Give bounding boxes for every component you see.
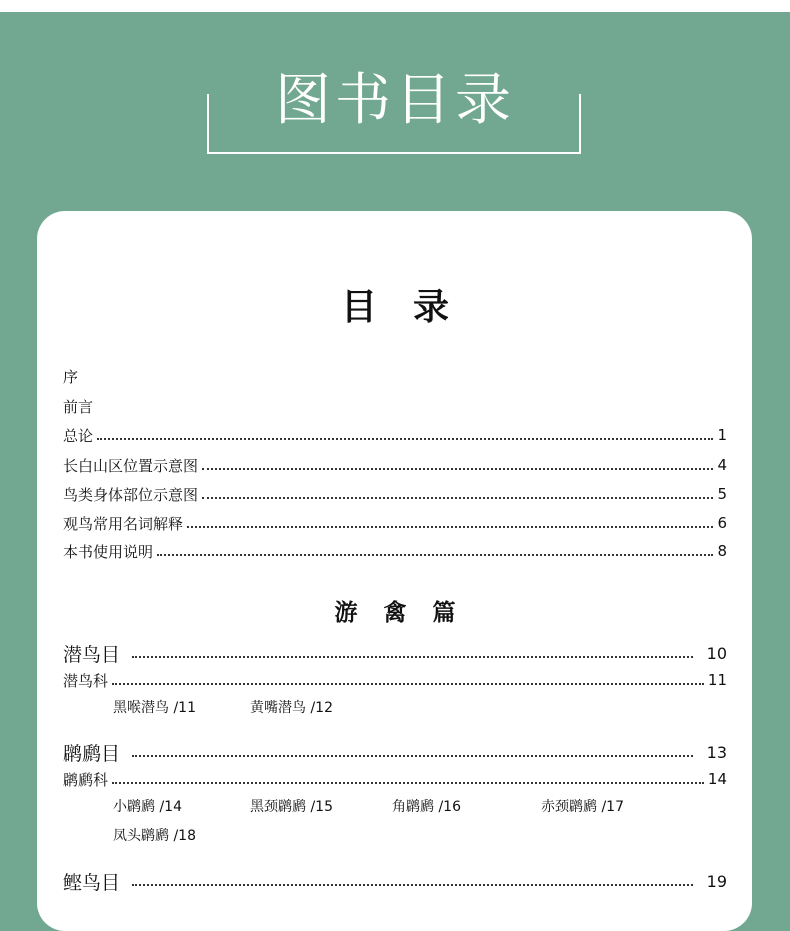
toc-entry-page: 6 xyxy=(717,514,727,532)
order-page: 10 xyxy=(706,643,727,663)
toc-entry-label: 长白山区位置示意图 xyxy=(63,456,199,475)
toc-family-entry[interactable] xyxy=(63,669,727,691)
toc-entry[interactable] xyxy=(63,396,727,418)
leader-dots xyxy=(202,468,713,470)
family-name: 䴙䴘科 xyxy=(63,770,109,789)
toc-entry-label: 观鸟常用名词解释 xyxy=(63,514,184,533)
order-name: 潜鸟目 xyxy=(63,643,121,666)
species-entry[interactable]: 凤头䴙䴘 /18 xyxy=(113,828,196,844)
leader-dots xyxy=(202,497,713,499)
toc-entry-page: 1 xyxy=(717,426,727,444)
toc-entry-label: 序 xyxy=(63,368,79,386)
page-title: 目 录 xyxy=(340,286,449,328)
leader-dots xyxy=(157,554,713,556)
top-strip xyxy=(0,0,790,12)
family-page: 14 xyxy=(707,770,727,788)
leader-dots xyxy=(132,656,693,658)
toc-entry-page: 8 xyxy=(717,542,727,560)
section-title: 游 禽 篇 xyxy=(334,600,456,626)
leader-dots xyxy=(97,438,713,440)
banner-title: 图书目录 xyxy=(262,68,528,134)
toc-entry[interactable] xyxy=(63,483,727,505)
species-entry[interactable]: 黄嘴潜鸟 /12 xyxy=(250,700,333,716)
toc-entry-label: 本书使用说明 xyxy=(63,542,154,561)
toc-entry-page: 5 xyxy=(717,485,727,503)
order-name: 䴙䴘目 xyxy=(63,742,121,765)
species-entry[interactable]: 赤颈䴙䴘 /17 xyxy=(541,799,624,815)
toc-order-entry[interactable] xyxy=(63,739,727,765)
toc-order-entry[interactable] xyxy=(63,640,727,666)
order-page: 19 xyxy=(706,871,727,891)
toc-entry[interactable] xyxy=(63,540,727,562)
leader-dots xyxy=(112,683,704,685)
species-entry[interactable]: 小䴙䴘 /14 xyxy=(113,799,182,815)
species-entry[interactable]: 角䴙䴘 /16 xyxy=(392,799,461,815)
toc-entry[interactable] xyxy=(63,454,727,476)
species-entry[interactable]: 黑喉潜鸟 /11 xyxy=(113,700,196,716)
toc-entry[interactable] xyxy=(63,512,727,534)
order-name: 鲣鸟目 xyxy=(63,871,121,894)
toc-entry-label: 鸟类身体部位示意图 xyxy=(63,485,199,504)
leader-dots xyxy=(187,526,713,528)
leader-dots xyxy=(132,884,693,886)
toc-family-entry[interactable] xyxy=(63,768,727,790)
leader-dots xyxy=(132,755,693,757)
toc-entry-label: 总论 xyxy=(63,426,94,445)
family-name: 潜鸟科 xyxy=(63,671,109,690)
family-page: 11 xyxy=(707,671,727,689)
toc-order-entry[interactable] xyxy=(63,868,727,894)
toc-entry-page: 4 xyxy=(717,456,727,474)
toc-entry[interactable] xyxy=(63,366,727,388)
species-entry[interactable]: 黑颈䴙䴘 /15 xyxy=(250,799,333,815)
toc-entry[interactable] xyxy=(63,424,727,446)
toc-entry-label: 前言 xyxy=(63,398,94,416)
order-page: 13 xyxy=(706,742,727,762)
leader-dots xyxy=(112,782,704,784)
